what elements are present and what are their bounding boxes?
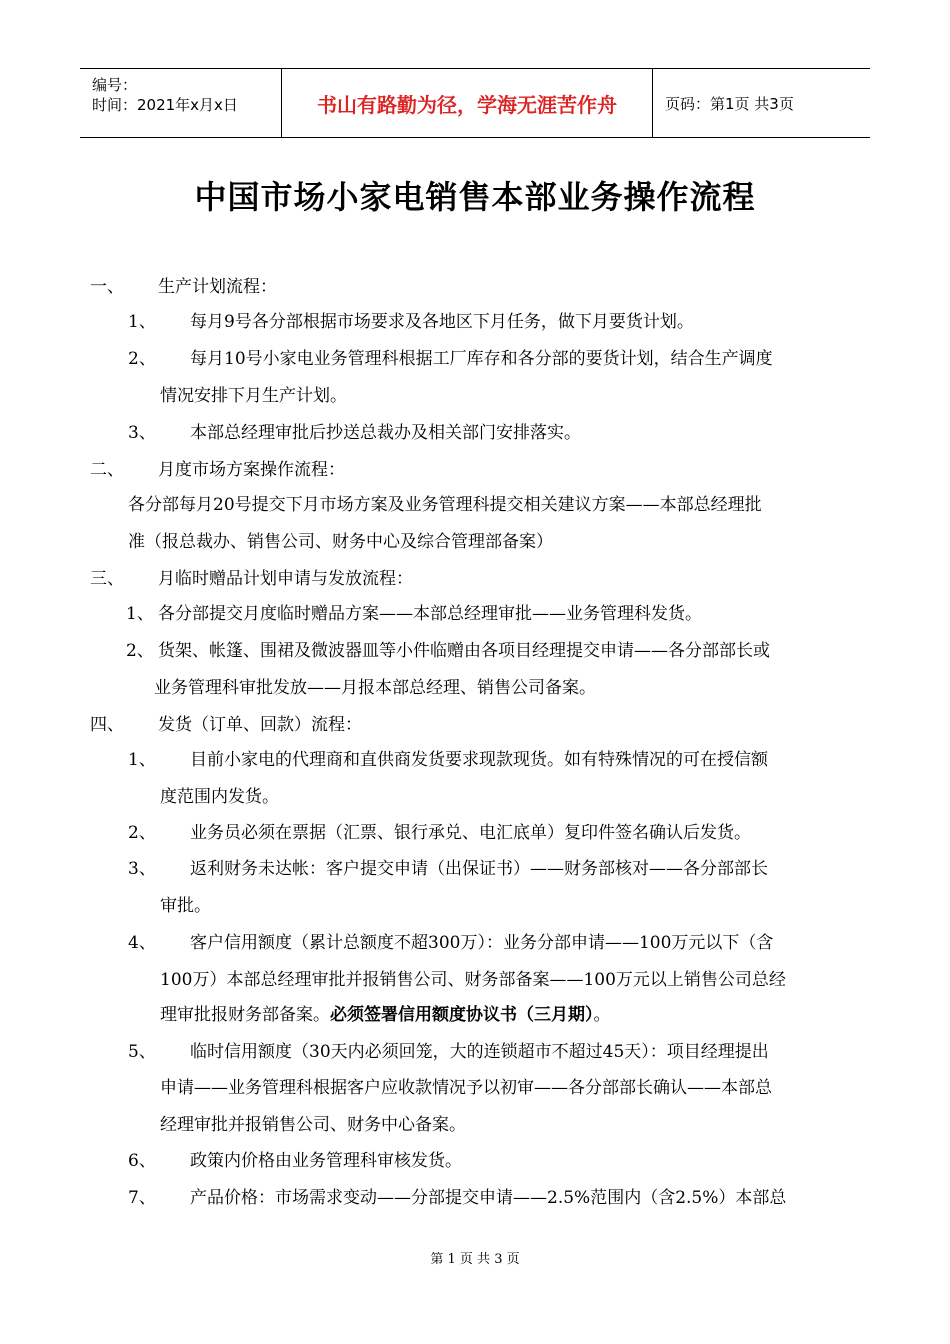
item-text: 各分部提交月度临时赠品方案——本部总经理审批——业务管理科发货。 <box>158 604 702 624</box>
item-text-plain: 。 <box>593 1005 611 1025</box>
section-heading: 月度市场方案操作流程： <box>158 460 345 480</box>
paragraph-text: 准（报总裁办、销售公司、财务中心及综合管理部备案） <box>128 532 553 552</box>
item-number: 3、 <box>128 423 156 443</box>
item-number: 1、 <box>128 750 156 770</box>
item-number: 1、 <box>126 604 154 624</box>
item-text-emphasis: 必须签署信用额度协议书（三月期） <box>330 1005 594 1025</box>
item-text-cont: 申请——业务管理科根据客户应收款情况予以初审——各分部部长确认——本部总 <box>160 1078 772 1098</box>
item-number: 2、 <box>128 349 156 369</box>
header-motto: 书山有路勤为径，学海无涯苦作舟 <box>282 69 653 137</box>
item-text: 产品价格：市场需求变动——分部提交申请——2.5%范围内（含2.5%）本部总 <box>190 1188 787 1208</box>
section-heading: 生产计划流程： <box>158 277 277 297</box>
paragraph-text: 各分部每月20号提交下月市场方案及业务管理科提交相关建议方案——本部总经理批 <box>128 495 762 515</box>
page-header <box>80 68 870 138</box>
item-number: 1、 <box>128 312 156 332</box>
item-text: 政策内价格由业务管理科审核发货。 <box>190 1151 462 1171</box>
section-heading: 发货（订单、回款）流程： <box>158 715 362 735</box>
item-text: 每月9号各分部根据市场要求及各地区下月任务，做下月要货计划。 <box>190 312 694 332</box>
item-text-cont: 度范围内发货。 <box>160 787 279 807</box>
time-label: 时间：2021年x月x日 <box>92 96 238 114</box>
header-page-info: 页码：第1页 共3页 <box>665 94 794 113</box>
item-text-cont: 情况安排下月生产计划。 <box>160 386 347 406</box>
item-number: 4、 <box>128 933 156 953</box>
section-number: 二、 <box>90 460 124 480</box>
header-meta <box>80 69 282 137</box>
section-heading: 月临时赠品计划申请与发放流程： <box>158 569 413 589</box>
section-number: 四、 <box>90 715 124 735</box>
item-text: 业务员必须在票据（汇票、银行承兑、电汇底单）复印件签名确认后发货。 <box>190 823 751 843</box>
section-number: 一、 <box>90 277 124 297</box>
item-text: 返利财务未达帐：客户提交申请（出保证书）——财务部核对——各分部部长 <box>190 859 768 879</box>
section-number: 三、 <box>90 569 124 589</box>
item-number: 5、 <box>128 1042 156 1062</box>
item-text-cont: 审批。 <box>160 896 211 916</box>
document-title: 中国市场小家电销售本部业务操作流程 <box>194 178 756 216</box>
item-text-cont: 业务管理科审批发放——月报本部总经理、销售公司备案。 <box>154 678 596 698</box>
item-number: 3、 <box>128 859 156 879</box>
item-text-cont <box>160 1000 611 1025</box>
item-text: 每月10号小家电业务管理科根据工厂库存和各分部的要货计划，结合生产调度 <box>190 349 773 369</box>
item-text: 临时信用额度（30天内必须回笼，大的连锁超市不超过45天）：项目经理提出 <box>190 1042 769 1062</box>
item-text-plain: 理审批报财务部备案。 <box>160 1005 330 1025</box>
item-text: 目前小家电的代理商和直供商发货要求现款现货。如有特殊情况的可在授信额 <box>190 750 768 770</box>
code-label: 编号： <box>92 76 138 94</box>
item-number: 6、 <box>128 1151 156 1171</box>
item-number: 2、 <box>128 823 156 843</box>
item-text: 客户信用额度（累计总额度不超300万）：业务分部申请——100万元以下（含 <box>190 933 774 953</box>
item-text-cont: 100万）本部总经理审批并报销售公司、财务部备案——100万元以上销售公司总经 <box>160 970 786 990</box>
item-number: 2、 <box>126 641 154 661</box>
item-text: 货架、帐篷、围裙及微波器皿等小件临赠由各项目经理提交申请——各分部部长或 <box>158 641 770 661</box>
item-number: 7、 <box>128 1188 156 1208</box>
item-text-cont: 经理审批并报销售公司、财务中心备案。 <box>160 1115 466 1135</box>
page-footer: 第 1 页 共 3 页 <box>430 1252 520 1267</box>
item-text: 本部总经理审批后抄送总裁办及相关部门安排落实。 <box>190 423 581 443</box>
